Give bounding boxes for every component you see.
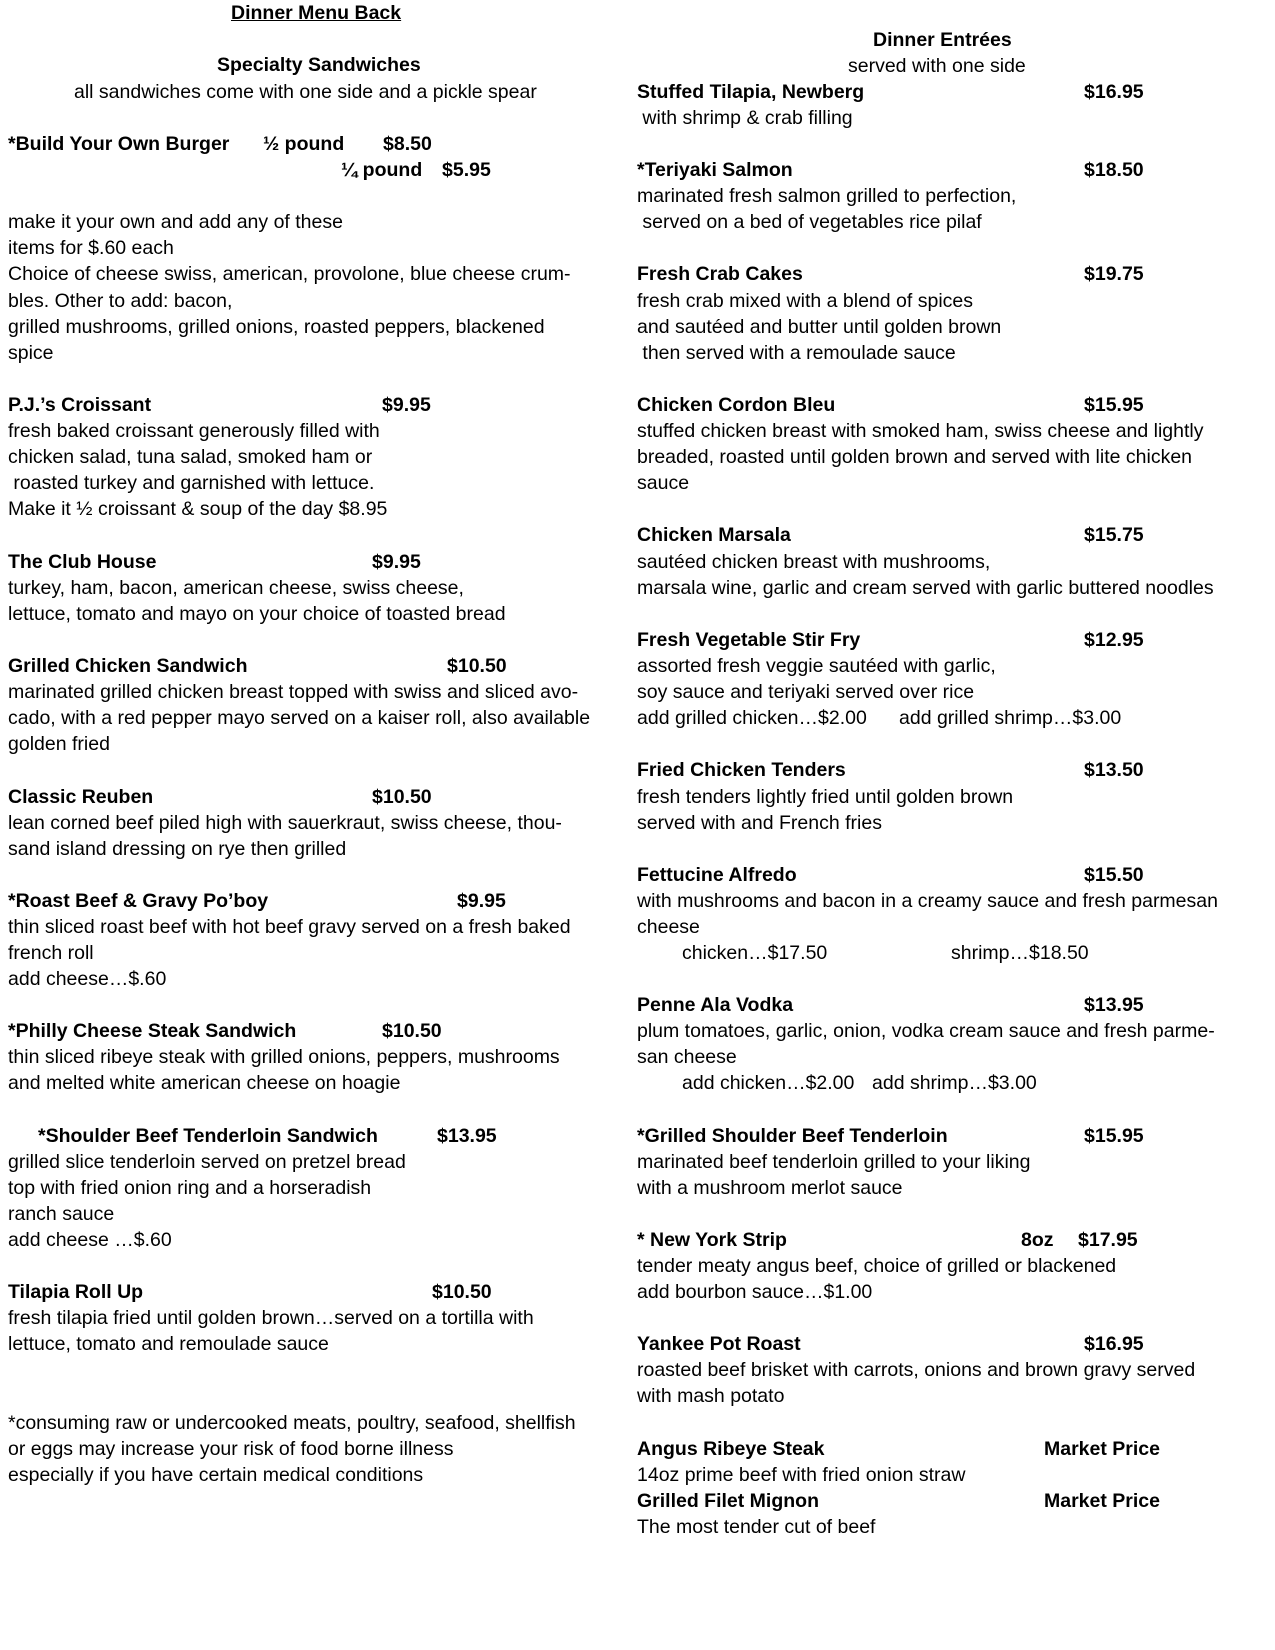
sandwich-desc-line: lettuce, tomato and remoulade sauce bbox=[8, 1333, 329, 1355]
burger-quarter-price: $5.95 bbox=[442, 159, 491, 181]
sandwich-desc-line: fresh tilapia fried until golden brown…served on a tortilla with bbox=[8, 1307, 534, 1329]
entree-price: $17.95 bbox=[1078, 1229, 1138, 1251]
entree-name: *Teriyaki Salmon bbox=[637, 159, 793, 181]
entree-price: Market Price bbox=[1044, 1490, 1160, 1512]
entree-desc-line: stuffed chicken breast with smoked ham, swiss cheese and lightly bbox=[637, 420, 1204, 442]
burger-quarter-label: ¼ pound bbox=[341, 159, 423, 181]
entree-desc-line: san cheese bbox=[637, 1046, 737, 1068]
entree-desc-line: served on a bed of vegetables rice pilaf bbox=[637, 211, 982, 233]
entree-desc-line: fresh tenders lightly fried until golden brown bbox=[637, 786, 1014, 808]
entree-price: $15.50 bbox=[1084, 864, 1144, 886]
disclaimer-line: or eggs may increase your risk of food borne illness bbox=[8, 1438, 454, 1460]
sandwich-name: Classic Reuben bbox=[8, 786, 154, 808]
sandwich-name: P.J.’s Croissant bbox=[8, 394, 152, 416]
entree-desc-line: marinated beef tenderloin grilled to your liking bbox=[637, 1151, 1031, 1173]
sandwich-name: The Club House bbox=[8, 551, 157, 573]
entree-name: Chicken Marsala bbox=[637, 524, 791, 546]
entree-size: 8oz bbox=[1021, 1229, 1054, 1251]
entree-desc-line: with a mushroom merlot sauce bbox=[637, 1177, 903, 1199]
entree-desc-line: roasted beef brisket with carrots, onions and brown gravy served bbox=[637, 1359, 1196, 1381]
sandwich-desc-line: lettuce, tomato and mayo on your choice of toasted bread bbox=[8, 603, 506, 625]
sandwich-desc-line: ranch sauce bbox=[8, 1203, 115, 1225]
entree-price: $13.95 bbox=[1084, 994, 1144, 1016]
sandwich-price: $10.50 bbox=[432, 1281, 492, 1303]
entree-desc-line: and sautéed and butter until golden brown bbox=[637, 316, 1002, 338]
sandwich-price: $9.95 bbox=[457, 890, 506, 912]
burger-desc-line: grilled mushrooms, grilled onions, roasted peppers, blackened bbox=[8, 316, 545, 338]
entree-price: $13.50 bbox=[1084, 759, 1144, 781]
burger-name: *Build Your Own Burger bbox=[8, 133, 230, 155]
entree-price: $12.95 bbox=[1084, 629, 1144, 651]
entree-desc-line: breaded, roasted until golden brown and served with lite chicken bbox=[637, 446, 1193, 468]
entree-price: $15.95 bbox=[1084, 394, 1144, 416]
entree-desc-line: soy sauce and teriyaki served over rice bbox=[637, 681, 975, 703]
sandwich-desc-line: marinated grilled chicken breast topped with swiss and sliced avo- bbox=[8, 681, 579, 703]
sandwich-name: Tilapia Roll Up bbox=[8, 1281, 144, 1303]
entree-desc-line: cheese bbox=[637, 916, 700, 938]
entree-price: $15.95 bbox=[1084, 1125, 1144, 1147]
sandwich-desc-line: add cheese …$.60 bbox=[8, 1229, 172, 1251]
burger-desc-line: bles. Other to add: bacon, bbox=[8, 290, 233, 312]
entree-name: Angus Ribeye Steak bbox=[637, 1438, 825, 1460]
sandwich-desc-line: lean corned beef piled high with sauerkraut, swiss cheese, thou- bbox=[8, 812, 562, 834]
entree-addon: add chicken…$2.00 bbox=[682, 1072, 855, 1094]
sandwich-name: Grilled Chicken Sandwich bbox=[8, 655, 248, 677]
entree-addon: chicken…$17.50 bbox=[682, 942, 828, 964]
sandwich-desc-line: golden fried bbox=[8, 733, 110, 755]
sandwich-desc-line: sand island dressing on rye then grilled bbox=[8, 838, 347, 860]
sandwich-price: $10.50 bbox=[372, 786, 432, 808]
sandwich-name: *Philly Cheese Steak Sandwich bbox=[8, 1020, 297, 1042]
sandwich-desc-line: chicken salad, tuna salad, smoked ham or bbox=[8, 446, 373, 468]
entree-name: Fettucine Alfredo bbox=[637, 864, 797, 886]
entree-desc-line: plum tomatoes, garlic, onion, vodka cream sauce and fresh parme- bbox=[637, 1020, 1215, 1042]
sandwich-desc-line: turkey, ham, bacon, american cheese, swiss cheese, bbox=[8, 577, 464, 599]
burger-desc-line: Choice of cheese swiss, american, provolone, blue cheese crum- bbox=[8, 263, 571, 285]
entree-desc-line: with shrimp & crab filling bbox=[637, 107, 853, 129]
entree-name: Chicken Cordon Bleu bbox=[637, 394, 836, 416]
entree-name: Yankee Pot Roast bbox=[637, 1333, 801, 1355]
entrees-subheading: served with one side bbox=[848, 55, 1026, 77]
entree-desc-line: sauce bbox=[637, 472, 690, 494]
entree-addon: add grilled shrimp…$3.00 bbox=[899, 707, 1122, 729]
sandwich-desc-line: add cheese…$.60 bbox=[8, 968, 167, 990]
sandwich-desc-line: grilled slice tenderloin served on pretzel bread bbox=[8, 1151, 406, 1173]
burger-desc-line: spice bbox=[8, 342, 54, 364]
entree-desc-line: 14oz prime beef with fried onion straw bbox=[637, 1464, 966, 1486]
entree-desc-line: marinated fresh salmon grilled to perfection, bbox=[637, 185, 1017, 207]
burger-desc-line: items for $.60 each bbox=[8, 237, 174, 259]
sandwich-desc-line: cado, with a red pepper mayo served on a kaiser roll, also available bbox=[8, 707, 591, 729]
sandwiches-subheading: all sandwiches come with one side and a pickle spear bbox=[74, 81, 537, 103]
sandwich-desc-line: top with fried onion ring and a horseradish bbox=[8, 1177, 372, 1199]
sandwich-desc-line: and melted white american cheese on hoagie bbox=[8, 1072, 401, 1094]
entree-price: $16.95 bbox=[1084, 81, 1144, 103]
sandwich-desc-line: thin sliced ribeye steak with grilled onions, peppers, mushrooms bbox=[8, 1046, 560, 1068]
sandwich-desc-line: fresh baked croissant generously filled with bbox=[8, 420, 380, 442]
entree-desc-line: with mash potato bbox=[637, 1385, 785, 1407]
sandwich-price: $9.95 bbox=[372, 551, 421, 573]
sandwich-name: *Shoulder Beef Tenderloin Sandwich bbox=[38, 1125, 378, 1147]
sandwich-desc-line: Make it ½ croissant & soup of the day $8.95 bbox=[8, 498, 388, 520]
sandwiches-heading: Specialty Sandwiches bbox=[217, 54, 421, 76]
sandwich-price: $10.50 bbox=[447, 655, 507, 677]
sandwich-price: $10.50 bbox=[382, 1020, 442, 1042]
entree-name: Grilled Filet Mignon bbox=[637, 1490, 819, 1512]
entree-addon: shrimp…$18.50 bbox=[951, 942, 1089, 964]
entree-desc-line: add bourbon sauce…$1.00 bbox=[637, 1281, 873, 1303]
entree-name: Fresh Vegetable Stir Fry bbox=[637, 629, 861, 651]
entree-price: Market Price bbox=[1044, 1438, 1160, 1460]
entree-addon: add shrimp…$3.00 bbox=[872, 1072, 1037, 1094]
entree-name: Stuffed Tilapia, Newberg bbox=[637, 81, 865, 103]
entree-desc-line: then served with a remoulade sauce bbox=[637, 342, 956, 364]
sandwich-desc-line: thin sliced roast beef with hot beef gravy served on a fresh baked bbox=[8, 916, 571, 938]
entrees-heading: Dinner Entrées bbox=[873, 29, 1012, 51]
entree-price: $16.95 bbox=[1084, 1333, 1144, 1355]
burger-desc-line: make it your own and add any of these bbox=[8, 211, 343, 233]
burger-half-label: ½ pound bbox=[263, 133, 345, 155]
disclaimer-line: *consuming raw or undercooked meats, poultry, seafood, shellfish bbox=[8, 1412, 576, 1434]
entree-desc-line: The most tender cut of beef bbox=[637, 1516, 876, 1538]
entree-addon: add grilled chicken…$2.00 bbox=[637, 707, 867, 729]
entree-name: Fried Chicken Tenders bbox=[637, 759, 846, 781]
burger-half-price: $8.50 bbox=[383, 133, 432, 155]
entree-desc-line: sautéed chicken breast with mushrooms, bbox=[637, 551, 991, 573]
entree-desc-line: tender meaty angus beef, choice of grilled or blackened bbox=[637, 1255, 1117, 1277]
entree-name: *Grilled Shoulder Beef Tenderloin bbox=[637, 1125, 948, 1147]
sandwich-name: *Roast Beef & Gravy Po’boy bbox=[8, 890, 269, 912]
entree-price: $18.50 bbox=[1084, 159, 1144, 181]
sandwich-price: $13.95 bbox=[437, 1125, 497, 1147]
entree-name: * New York Strip bbox=[637, 1229, 787, 1251]
entree-desc-line: served with and French fries bbox=[637, 812, 882, 834]
entree-desc-line: with mushrooms and bacon in a creamy sauce and fresh parmesan bbox=[637, 890, 1218, 912]
entree-price: $19.75 bbox=[1084, 263, 1144, 285]
entree-desc-line: marsala wine, garlic and cream served with garlic buttered noodles bbox=[637, 577, 1214, 599]
entree-desc-line: fresh crab mixed with a blend of spices bbox=[637, 290, 973, 312]
page-title: Dinner Menu Back bbox=[231, 2, 402, 24]
entree-name: Penne Ala Vodka bbox=[637, 994, 794, 1016]
entree-price: $15.75 bbox=[1084, 524, 1144, 546]
entree-name: Fresh Crab Cakes bbox=[637, 263, 803, 285]
sandwich-price: $9.95 bbox=[382, 394, 431, 416]
disclaimer-line: especially if you have certain medical conditions bbox=[8, 1464, 424, 1486]
sandwich-desc-line: french roll bbox=[8, 942, 94, 964]
entree-desc-line: assorted fresh veggie sautéed with garlic, bbox=[637, 655, 996, 677]
sandwich-desc-line: roasted turkey and garnished with lettuce. bbox=[8, 472, 375, 494]
